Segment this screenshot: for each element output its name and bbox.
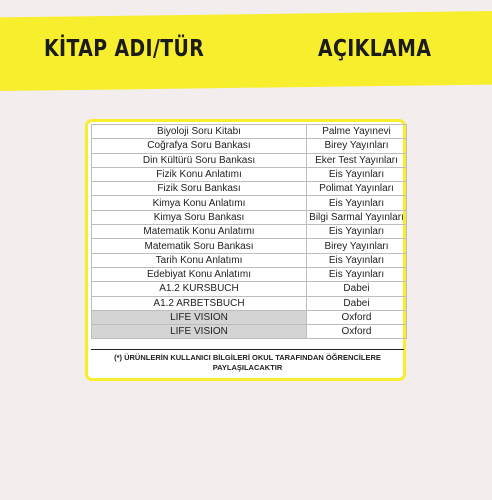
book-title-cell: Din Kültürü Soru Bankası	[92, 153, 307, 167]
table-row	[92, 167, 407, 181]
book-title-cell: Tarih Konu Anlatımı	[92, 253, 307, 267]
publisher-cell: Bilgi Sarmal Yayınları	[307, 210, 407, 224]
book-title-cell: Coğrafya Soru Bankası	[92, 139, 307, 153]
footnote	[91, 353, 404, 373]
publisher-cell: Palme Yayınevi	[307, 125, 407, 139]
table-row	[92, 282, 407, 296]
book-title-cell: A1.2 ARBETSBUCH	[92, 296, 307, 310]
publisher-cell: Eis Yayınları	[307, 253, 407, 267]
table-row	[92, 210, 407, 224]
book-title-cell: LIFE VISION	[92, 310, 307, 324]
table-row	[92, 267, 407, 281]
publisher-cell: Eis Yayınları	[307, 225, 407, 239]
publisher-cell: Dabei	[307, 282, 407, 296]
publisher-cell: Eis Yayınları	[307, 167, 407, 181]
table-row	[92, 139, 407, 153]
table-row	[92, 239, 407, 253]
book-title-cell: Matematik Konu Anlatımı	[92, 225, 307, 239]
table-row	[92, 296, 407, 310]
footnote-line: PAYLAŞILACAKTIR	[212, 363, 283, 372]
publisher-cell: Eker Test Yayınları	[307, 153, 407, 167]
table-row	[92, 196, 407, 210]
table-row	[92, 182, 407, 196]
publisher-cell: Birey Yayınları	[307, 239, 407, 253]
table-row	[92, 225, 407, 239]
book-title-cell: Fizik Soru Bankası	[92, 182, 307, 196]
publisher-cell: Eis Yayınları	[307, 196, 407, 210]
note-divider	[91, 349, 404, 350]
publisher-cell: Oxford	[307, 325, 407, 339]
book-title-cell: Matematik Soru Bankası	[92, 239, 307, 253]
table-row	[92, 253, 407, 267]
publisher-cell: Birey Yayınları	[307, 139, 407, 153]
book-title-cell: Edebiyat Konu Anlatımı	[92, 267, 307, 281]
book-title-cell: Kimya Soru Bankası	[92, 210, 307, 224]
publisher-cell: Polimat Yayınları	[307, 182, 407, 196]
table-row	[92, 310, 407, 324]
column-title-description: AÇIKLAMA	[318, 36, 432, 62]
book-table	[91, 124, 407, 339]
column-title-book: KİTAP ADI/TÜR	[44, 36, 205, 62]
book-title-cell: Fizik Konu Anlatımı	[92, 167, 307, 181]
publisher-cell: Dabei	[307, 296, 407, 310]
table-row	[92, 153, 407, 167]
footnote-line: (*) ÜRÜNLERİN KULLANICI BİLGİLERİ OKUL TARAFINDAN ÖĞRENCİLERE	[114, 353, 381, 362]
book-list-panel	[85, 119, 406, 381]
book-title-cell: A1.2 KURSBUCH	[92, 282, 307, 296]
table-row	[92, 325, 407, 339]
publisher-cell: Eis Yayınları	[307, 267, 407, 281]
table-row	[92, 125, 407, 139]
publisher-cell: Oxford	[307, 310, 407, 324]
book-title-cell: Biyoloji Soru Kitabı	[92, 125, 307, 139]
book-title-cell: LIFE VISION	[92, 325, 307, 339]
book-title-cell: Kimya Konu Anlatımı	[92, 196, 307, 210]
